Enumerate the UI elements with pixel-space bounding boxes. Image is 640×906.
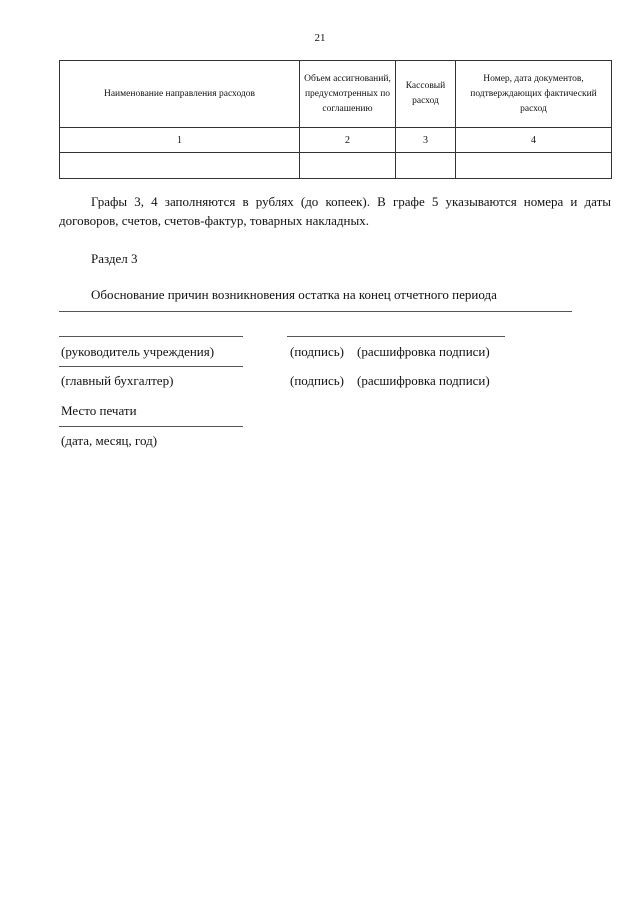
table-cell — [60, 153, 300, 179]
accountant-signature-line — [59, 366, 243, 367]
header-expense-direction: Наименование направления расходов — [60, 61, 300, 128]
column-number-2: 2 — [300, 128, 396, 153]
column-number-3: 3 — [396, 128, 456, 153]
table-cell — [300, 153, 396, 179]
seal-place-label: Место печати — [61, 403, 137, 418]
accountant-position-label: (главный бухгалтер) — [61, 373, 174, 388]
column-number-1: 1 — [60, 128, 300, 153]
head-signature-line — [59, 336, 243, 337]
section-title: Раздел 3 — [91, 251, 138, 266]
column-number-4: 4 — [456, 128, 612, 153]
table-cell — [396, 153, 456, 179]
date-line — [59, 426, 243, 427]
table-row — [60, 153, 612, 179]
header-allocations-volume: Объем ассигнований, предусмотренных по соглашению — [300, 61, 396, 128]
head-position-label: (руководитель учреждения) — [61, 344, 215, 359]
justification-underline — [59, 311, 572, 312]
table-header-row — [60, 61, 612, 128]
header-supporting-documents: Номер, дата документов, подтверждающих фактический расход — [456, 61, 612, 128]
header-cash-expense: Кассовый расход — [396, 61, 456, 128]
expenses-table — [59, 60, 612, 179]
balance-justification-heading: Обоснование причин возникновения остатка на конец отчетного периода — [91, 287, 497, 302]
page-number: 21 — [314, 32, 326, 44]
table-cell — [456, 153, 612, 179]
accountant-decode-label: (расшифровка подписи) — [357, 373, 490, 388]
date-label: (дата, месяц, год) — [61, 433, 158, 448]
accountant-sign-label: (подпись) — [290, 373, 344, 388]
head-sign-label: (подпись) — [290, 344, 344, 359]
head-decode-line — [287, 336, 505, 337]
head-decode-label: (расшифровка подписи) — [357, 344, 490, 359]
table-column-numbers-row — [60, 128, 612, 153]
fill-instructions-paragraph: Графы 3, 4 заполняются в рублях (до копеек). В графе 5 указываются номера и даты договоров, счетов, счетов-фактур, товарных накладных. — [59, 194, 611, 228]
